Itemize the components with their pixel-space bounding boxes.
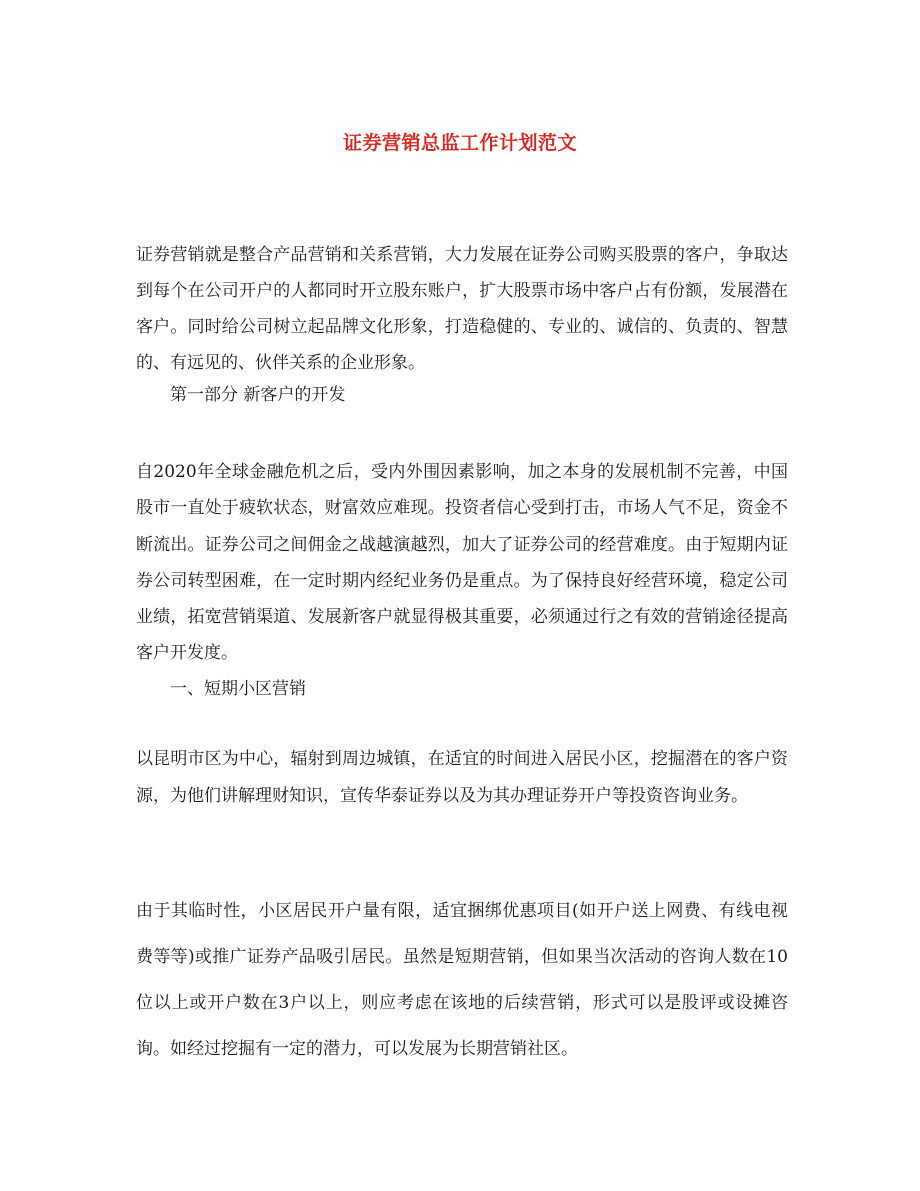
section-heading-part-one: 第一部分 新客户的开发 — [170, 385, 346, 405]
background-paragraph: 自2020年全球金融危机之后，受内外围因素影响，加之本身的发展机制不完善，中国股市一直处于疲软状态，财富效应难现。投资者信心受到打击，市场人气不足，资金不断流出。证券公司之间佣金之战越演越烈，加大了证券公司的经营难度。由于短期内证券公司转型困难，在一定时期内经纪业务仍是重点。为了保持良好经营环境，稳定公司业绩，拓宽营销渠道、发展新客户就显得极其重要，必须通过行之有效的营销途径提高客户开发度。 — [136, 462, 788, 664]
promotion-paragraph: 由于其临时性，小区居民开户量有限，适宜捆绑优惠项目(如开户送上网费、有线电视费等等)或推广证券产品吸引居民。虽然是短期营销，但如果当次活动的咨询人数在10位以上或开户数在3户以上，则应考虑在该地的后续营销，形式可以是股评或设摊咨询。如经过挖掘有一定的潜力，可以发展为长期营销社区。 — [136, 901, 788, 1059]
community-marketing-paragraph: 以昆明市区为中心，辐射到周边城镇，在适宜的时间进入居民小区，挖掘潜在的客户资源，为他们讲解理财知识，宣传华泰证券以及为其办理证券开户等投资咨询业务。 — [136, 749, 788, 806]
subsection-heading-short-term: 一、短期小区营销 — [170, 679, 306, 699]
intro-paragraph: 证券营销就是整合产品营销和关系营销，大力发展在证券公司购买股票的客户，争取达到每个在公司开户的人都同时开立股东账户，扩大股票市场中客户占有份额，发展潜在客户。同时给公司树立起品牌文化形象，打造稳健的、专业的、诚信的、负责的、智慧的、有远见的、伙伴关系的企业形象。 — [136, 245, 788, 373]
document-title: 证券营销总监工作计划范文 — [342, 132, 577, 154]
